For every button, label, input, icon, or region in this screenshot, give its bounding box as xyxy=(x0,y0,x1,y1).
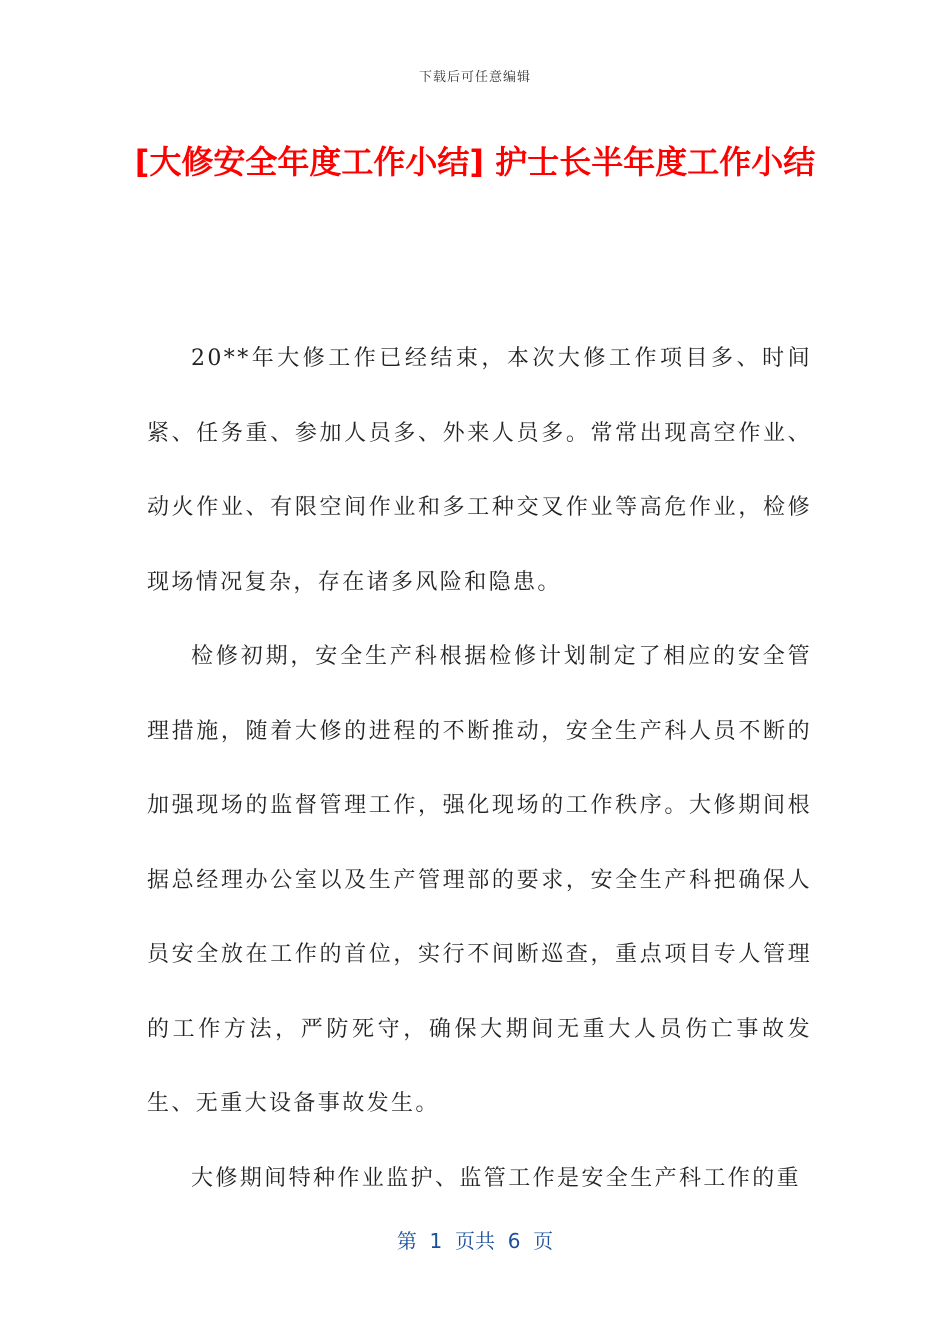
paragraph-1: 20**年大修工作已经结束，本次大修工作项目多、时间紧、任务重、参加人员多、外来人员多。常常出现高空作业、动火作业、有限空间作业和多工种交叉作业等高危作业，检修现场情况复杂，存在诸多风险和隐患。 xyxy=(147,346,812,595)
page-number: 第 1 页共 6 页 xyxy=(396,1229,554,1253)
paragraph-3: 大修期间特种作业监护、监管工作是安全生产科工作的重 xyxy=(191,1165,802,1191)
paragraph-2: 检修初期，安全生产科根据检修计划制定了相应的安全管理措施，随着大修的进程的不断推动，安全生产科人员不断的加强现场的监督管理工作，强化现场的工作秩序。大修期间根据总经理办公室以及生产管理部的要求，安全生产科把确保人员安全放在工作的首位，实行不间断巡查，重点项目专人管理的工作方法，严防死守，确保大期间无重大人员伤亡事故发生、无重大设备事故发生。 xyxy=(147,644,812,1116)
document-title: [大修安全年度工作小结] 护士长半年度工作小结 xyxy=(134,143,816,181)
document-body xyxy=(147,322,812,1216)
header-note: 下载后可任意编辑 xyxy=(418,70,531,85)
